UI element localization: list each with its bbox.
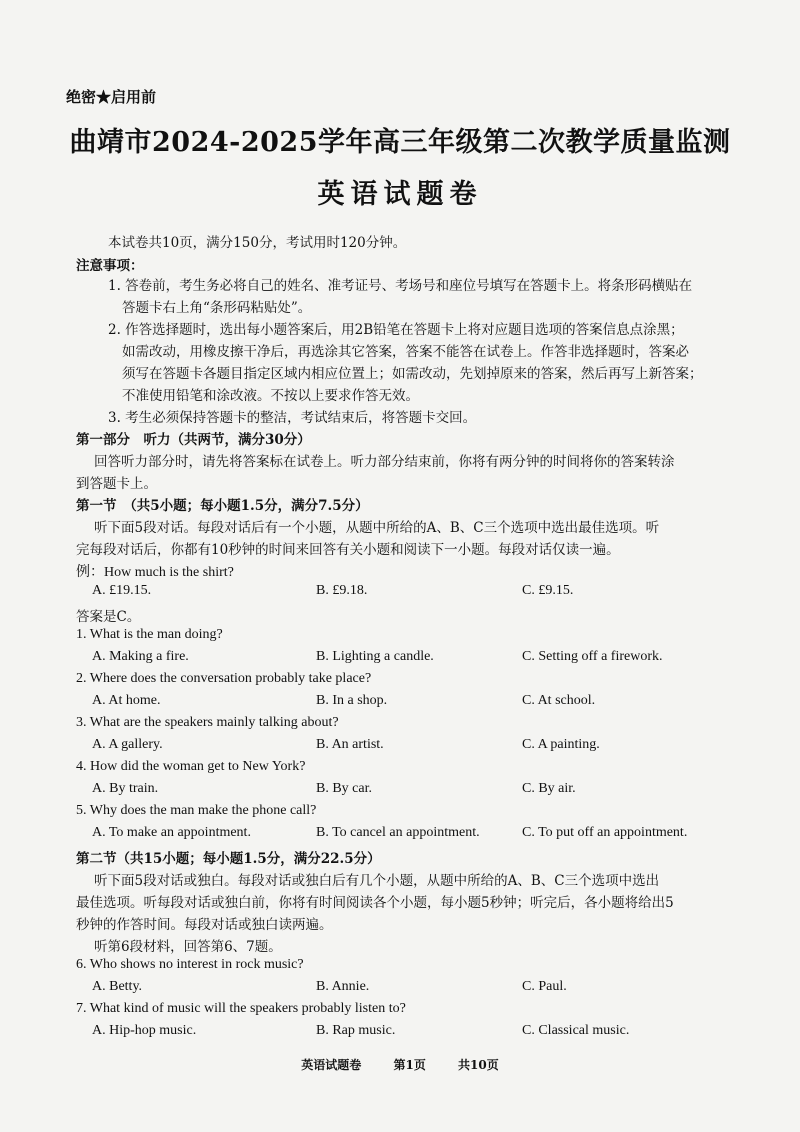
notice-line: 答题卡右上角“条形码粘贴处”。 <box>122 300 312 316</box>
example-answer: 答案是C。 <box>76 609 141 625</box>
q3-option-a: A. A gallery. <box>92 737 163 752</box>
notice-heading: 注意事项： <box>76 258 144 274</box>
page-footer <box>0 1056 800 1073</box>
example-question: 例：How much is the shirt? <box>76 565 234 580</box>
intro-text: 本试卷共10页，满分150分，考试用时120分钟。 <box>108 235 407 251</box>
q7-option-b: B. Rap music. <box>316 1023 396 1038</box>
example-option-b: B. £9.18. <box>316 583 368 598</box>
q2-option-c: C. At school. <box>522 693 596 708</box>
q6-option-a: A. Betty. <box>92 979 143 994</box>
question-1: 1. What is the man doing? <box>76 627 223 642</box>
q6-option-b: B. Annie. <box>316 979 370 994</box>
notice-line: 不准使用铅笔和涂改液。不按以上要求作答无效。 <box>122 388 419 404</box>
section1-heading: 第一节 （共5小题；每小题1.5分，满分7.5分） <box>76 498 369 514</box>
notice-line: 1. 答卷前，考生务必将自己的姓名、准考证号、考场号和座位号填写在答题卡上。将条形码横贴在 <box>108 278 693 294</box>
section2-desc: 最佳选项。听每段对话或独白前，你将有时间阅读各个小题，每小题5秒钟；听完后，各小题将给出5 <box>76 895 674 911</box>
q7-option-a: A. Hip-hop music. <box>92 1023 197 1038</box>
q5-option-c: C. To put off an appointment. <box>522 825 688 840</box>
part1-heading: 第一部分 听力（共两节，满分30分） <box>76 432 311 448</box>
exam-subtitle: 英语试题卷 <box>317 179 483 210</box>
q4-option-a: A. By train. <box>92 781 159 796</box>
q2-option-a: A. At home. <box>92 693 161 708</box>
footer-page-number: 第1页 <box>393 1058 426 1072</box>
section2-heading: 第二节（共15小题；每小题1.5分，满分22.5分） <box>76 851 381 867</box>
question-2: 2. Where does the conversation probably take place? <box>76 671 372 686</box>
example-option-c: C. £9.15. <box>522 583 574 598</box>
section2-desc: 秒钟的作答时间。每段对话或独白读两遍。 <box>76 917 333 933</box>
q7-option-c: C. Classical music. <box>522 1023 630 1038</box>
notice-line: 如需改动，用橡皮擦干净后，再选涂其它答案，答案不能答在试卷上。作答非选择题时，答案必 <box>122 344 689 360</box>
question-7: 7. What kind of music will the speakers probably listen to? <box>76 1001 406 1016</box>
question-4: 4. How did the woman get to New York? <box>76 759 306 774</box>
q5-option-b: B. To cancel an appointment. <box>316 825 480 840</box>
q3-option-c: C. A painting. <box>522 737 600 752</box>
q5-option-a: A. To make an appointment. <box>92 825 251 840</box>
q1-option-a: A. Making a fire. <box>92 649 189 664</box>
notice-line: 3. 考生必须保持答题卡的整洁，考试结束后，将答题卡交回。 <box>108 410 477 426</box>
notice-line: 2. 作答选择题时，选出每小题答案后，用2B铅笔在答题卡上将对应题目选项的答案信息点涂黑； <box>108 322 684 338</box>
question-3: 3. What are the speakers mainly talking about? <box>76 715 339 730</box>
question-6: 6. Who shows no interest in rock music? <box>76 957 304 972</box>
material-note: 听第6段材料，回答第6、7题。 <box>94 939 282 955</box>
exam-title: 曲靖市2024-2025学年高三年级第二次教学质量监测 <box>69 127 731 158</box>
section1-desc: 听下面5段对话。每段对话后有一个小题，从题中所给的A、B、C三个选项中选出最佳选项。听 <box>94 520 660 536</box>
q3-option-b: B. An artist. <box>316 737 384 752</box>
q4-option-c: C. By air. <box>522 781 576 796</box>
q1-option-b: B. Lighting a candle. <box>316 649 434 664</box>
section2-desc: 听下面5段对话或独白。每段对话或独白后有几个小题，从题中所给的A、B、C三个选项中选出 <box>94 873 660 889</box>
q1-option-c: C. Setting off a firework. <box>522 649 663 664</box>
q6-option-c: C. Paul. <box>522 979 567 994</box>
part1-desc: 到答题卡上。 <box>76 476 157 492</box>
section1-desc: 完每段对话后，你都有10秒钟的时间来回答有关小题和阅读下一小题。每段对话仅读一遍。 <box>76 542 620 558</box>
confidential-label: 绝密★启用前 <box>66 88 157 106</box>
example-option-a: A. £19.15. <box>92 583 152 598</box>
footer-total-pages: 共10页 <box>458 1058 499 1072</box>
notice-line: 须写在答题卡各题目指定区域内相应位置上；如需改动，先划掉原来的答案，然后再写上新答案； <box>122 366 703 382</box>
footer-doc-name: 英语试题卷 <box>301 1058 362 1072</box>
question-5: 5. Why does the man make the phone call? <box>76 803 317 818</box>
part1-desc: 回答听力部分时，请先将答案标在试卷上。听力部分结束前，你将有两分钟的时间将你的答案转涂 <box>94 454 675 470</box>
q4-option-b: B. By car. <box>316 781 372 796</box>
q2-option-b: B. In a shop. <box>316 693 388 708</box>
